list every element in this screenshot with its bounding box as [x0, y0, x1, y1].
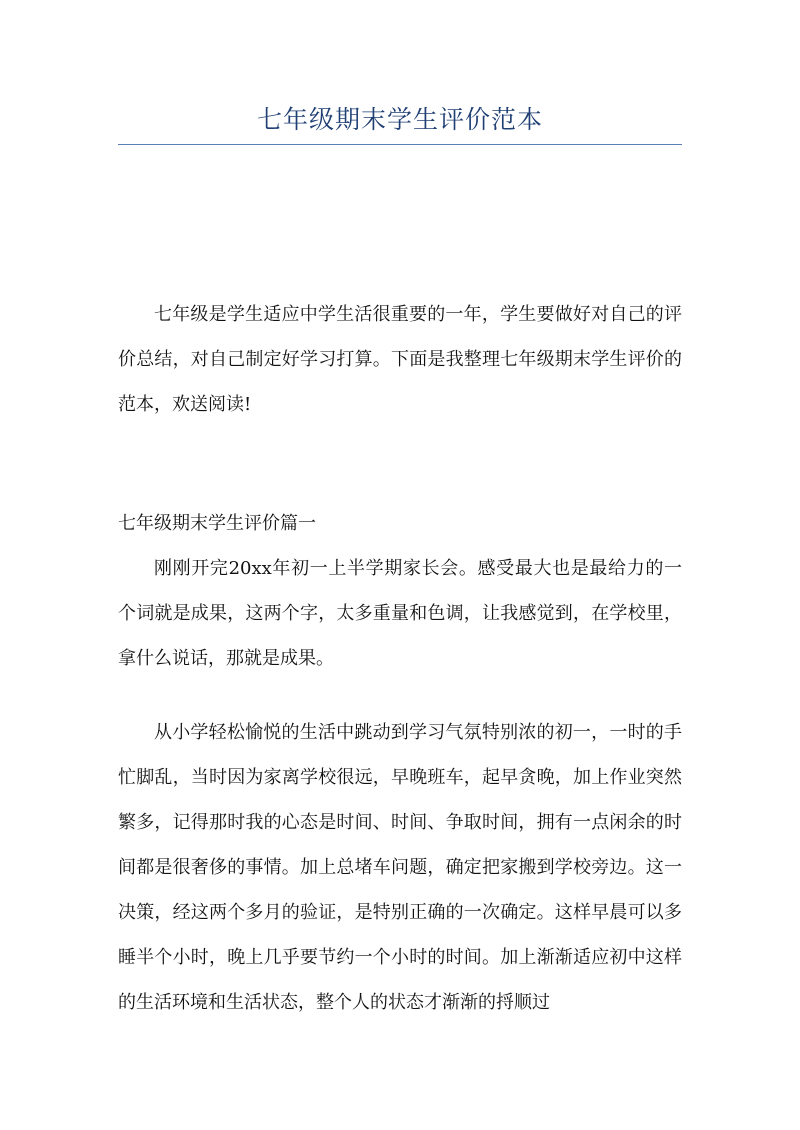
intro-paragraph: 七年级是学生适应中学生活很重要的一年，学生要做好对自己的评价总结，对自己制定好学习打算。下面是我整理七年级期末学生评价的范本，欢送阅读!	[118, 304, 682, 415]
body-paragraph-1: 刚刚开完20xx年初一上半学期家长会。感受最大也是最给力的一个词就是成果，这两个字，太多重量和色调，让我感觉到，在学校里，拿什么说话，那就是成果。	[118, 558, 682, 669]
section-heading: 七年级期末学生评价篇一	[118, 513, 316, 534]
body-paragraph-2: 从小学轻松愉悦的生活中跳动到学习气氛特别浓的初一，一时的手忙脚乱，当时因为家离学校很远，早晚班车，起早贪晚，加上作业突然繁多，记得那时我的心态是时间、时间、争取时间，拥有一点闲余的时间都是很奢侈的事情。加上总堵车问题，确定把家搬到学校旁边。这一决策，经这两个多月的验证，是特别正确的一次确定。这样早晨可以多睡半个小时，晚上几乎要节约一个小时的时间。加上渐渐适应初中这样的生活环境和生活状态，整个人的状态才渐渐的捋顺过	[118, 722, 682, 1013]
title-underline	[118, 144, 682, 145]
document-title: 七年级期末学生评价范本	[256, 105, 543, 134]
